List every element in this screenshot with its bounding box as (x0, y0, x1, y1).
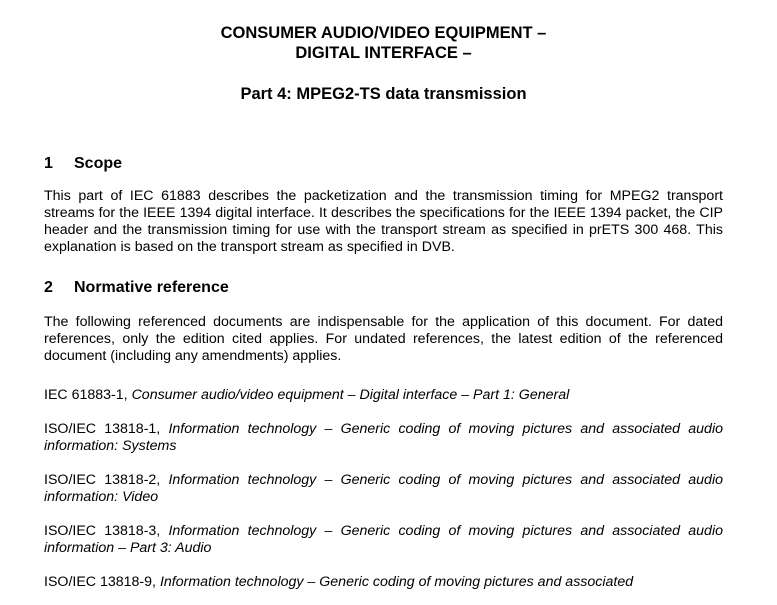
reference-item (44, 387, 723, 404)
reference-code: ISO/IEC 13818-1, (44, 421, 161, 437)
section-number: 2 (44, 279, 53, 296)
reference-code: ISO/IEC 13818-2, (44, 472, 161, 488)
reference-title: Information technology – Generic coding of moving pictures and associated audio information – Part 3: Audio (44, 523, 723, 556)
section-number: 1 (44, 155, 53, 172)
reference-item (44, 421, 723, 455)
title-part: Part 4: MPEG2-TS data transmission (240, 85, 527, 103)
scope-paragraph: This part of IEC 61883 describes the packetization and the transmission timing for MPEG2 transport streams for the IEEE 1394 digital interface. It describes the specifications for the IEEE 1394 packet, the CIP header and the transmission timing for use with the transport stream as specified in prETS 300 468. This explanation is based on the transport stream as specified in DVB. (44, 188, 723, 255)
section-title: Scope (74, 155, 123, 172)
title-line-1: CONSUMER AUDIO/VIDEO EQUIPMENT – (220, 24, 547, 42)
reference-item (44, 523, 723, 557)
reference-code: ISO/IEC 13818-9, (44, 574, 156, 590)
reference-title: Information technology – Generic coding of moving pictures and associated (159, 574, 634, 590)
section-heading-scope (44, 154, 723, 174)
reference-title: Information technology – Generic coding of moving pictures and associated audio information: Video (44, 472, 723, 505)
reference-title: Information technology – Generic coding of moving pictures and associated audio information: Systems (44, 421, 723, 454)
reference-title: Consumer audio/video equipment – Digital interface – Part 1: General (131, 387, 570, 403)
section-title: Normative reference (74, 279, 229, 296)
reference-code: ISO/IEC 13818-3, (44, 523, 161, 539)
normative-reference-paragraph: The following referenced documents are indispensable for the application of this document. For dated references, only the edition cited applies. For undated references, the latest edition of the referenced document (including any amendments) applies. (44, 314, 723, 364)
reference-item (44, 472, 723, 506)
document-page (44, 0, 723, 591)
section-heading-normative-reference (44, 278, 723, 298)
title-line-2: DIGITAL INTERFACE – (295, 44, 472, 62)
document-title (44, 23, 723, 104)
reference-item (44, 574, 723, 591)
reference-code: IEC 61883-1, (44, 387, 128, 403)
